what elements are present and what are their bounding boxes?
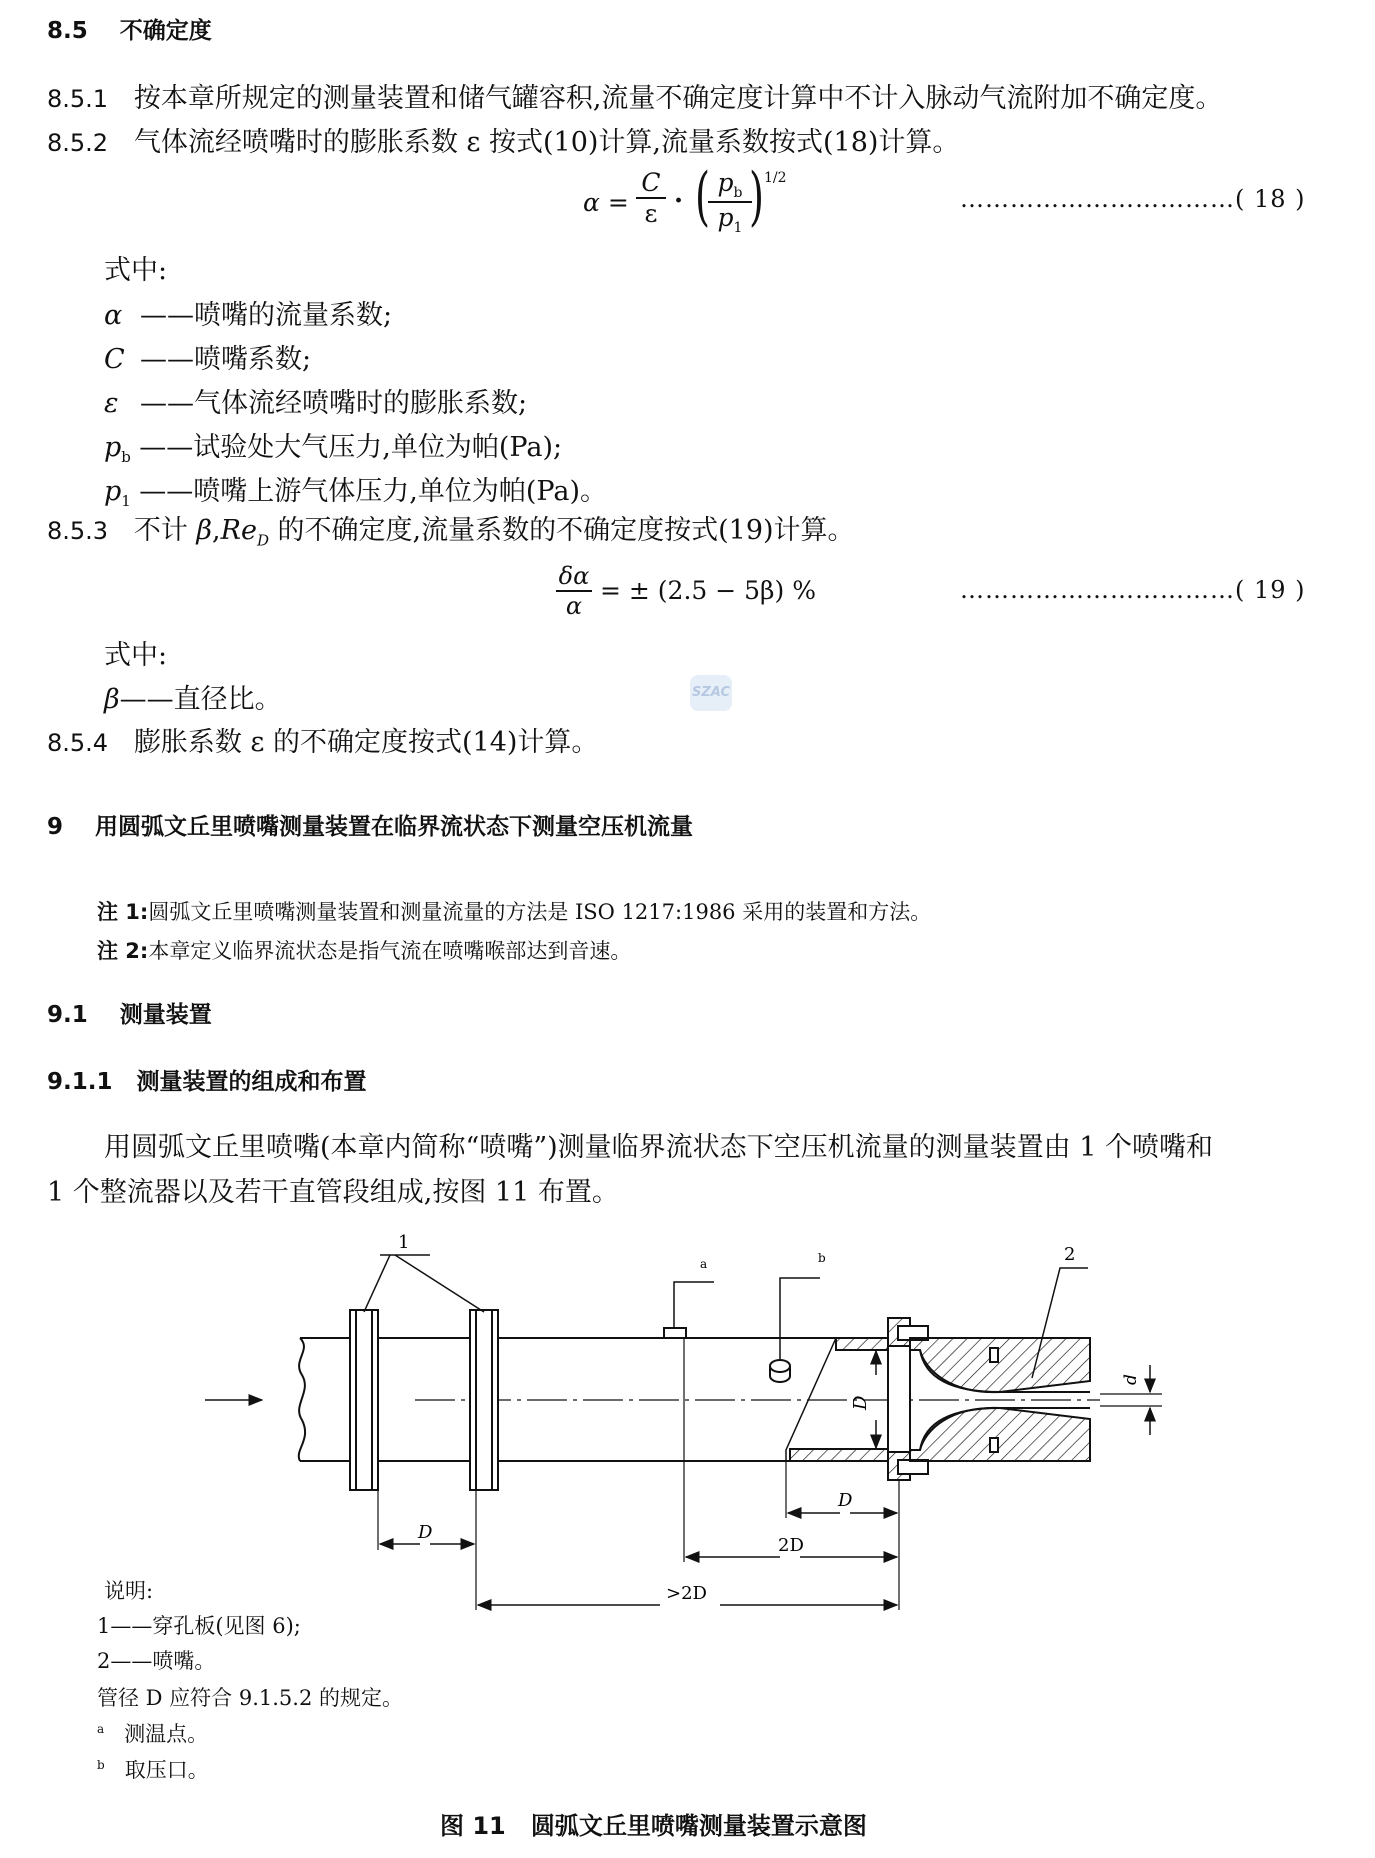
note-text: 本章定义临界流状态是指气流在喷嘴喉部达到音速。 xyxy=(148,939,632,963)
clause-number: 8.5.4 xyxy=(47,729,109,757)
eq-denominator: ε xyxy=(644,199,658,228)
clause-text-post: 的不确定度,流量系数的不确定度按式(19)计算。 xyxy=(268,515,855,546)
section-number: 9.1 xyxy=(47,1002,88,1028)
clause-text-pre: 不计 xyxy=(133,515,197,546)
clause-text: 膨胀系数 ε 的不确定度按式(14)计算。 xyxy=(133,727,599,758)
label-2: 2 xyxy=(1064,1244,1076,1265)
label-1-leader xyxy=(364,1255,484,1312)
symbol-desc: ——喷嘴系数; xyxy=(140,344,312,375)
dim-D-vertical-label: D xyxy=(850,1395,871,1410)
figure-caption: 图 11 圆弧文丘里喷嘴测量装置示意图 xyxy=(440,1812,867,1840)
label-a-leader xyxy=(674,1282,714,1328)
note-mark: b xyxy=(97,1758,105,1772)
symbol-desc: ——气体流经喷嘴时的膨胀系数; xyxy=(140,388,528,419)
dim-D-nozzle-label: D xyxy=(838,1490,853,1511)
eq-dot: · xyxy=(674,186,684,216)
eq-lhs: α = xyxy=(583,188,629,217)
pressure-tap xyxy=(770,1360,790,1372)
temperature-point xyxy=(664,1328,686,1338)
paragraph-line-2: 1 个整流器以及若干直管段组成,按图 11 布置。 xyxy=(47,1177,619,1208)
clause-number: 8.5.1 xyxy=(47,85,109,113)
label-1: 1 xyxy=(398,1232,410,1253)
reynolds-symbol: Re xyxy=(220,515,257,546)
pipe-wall-top xyxy=(836,1338,888,1350)
equation-number: ……………………………( 18 ) xyxy=(960,185,1306,213)
symbol-desc: ——喷嘴上游气体压力,单位为帕(Pa)。 xyxy=(139,476,607,507)
perforated-plate-2 xyxy=(470,1310,498,1490)
clause-text: 气体流经喷嘴时的膨胀系数 ε 按式(10)计算,流量系数按式(18)计算。 xyxy=(133,127,960,158)
legend-item-3: 管径 D 应符合 9.1.5.2 的规定。 xyxy=(97,1686,404,1710)
eq19-denominator: α xyxy=(565,592,583,620)
dim-D-plates-label: D xyxy=(418,1522,433,1543)
legend-title: 说明: xyxy=(104,1579,154,1603)
section-title: 不确定度 xyxy=(119,18,212,44)
symbol: p xyxy=(104,432,122,463)
where-label: 式中: xyxy=(104,255,168,286)
eq19-numerator: δα xyxy=(558,562,590,590)
symbol-desc: ——直径比。 xyxy=(119,684,282,715)
dim-d-label: d xyxy=(1121,1374,1141,1385)
section-number: 9.1.1 xyxy=(47,1069,113,1095)
reynolds-subscript: D xyxy=(256,531,269,550)
watermark-logo: SZAC xyxy=(690,675,732,711)
symbol-desc: ——喷嘴的流量系数; xyxy=(140,300,393,331)
eq-pb-symbol: p xyxy=(717,168,734,197)
symbol: ε xyxy=(104,388,119,419)
note-text: 圆弧文丘里喷嘴测量装置和测量流量的方法是 ISO 1217:1986 采用的装置和方法。 xyxy=(148,900,932,924)
equation-number: ……………………………( 19 ) xyxy=(960,576,1306,604)
symbol: β xyxy=(104,684,120,715)
symbol-subscript: b xyxy=(121,448,131,467)
section-title: 用圆弧文丘里喷嘴测量装置在临界流状态下测量空压机流量 xyxy=(95,814,694,840)
clause-number: 8.5.2 xyxy=(47,129,109,157)
eq19-rhs: = ± (2.5 − 5β) % xyxy=(600,576,816,605)
note-label: 注 2: xyxy=(97,939,149,963)
section-number: 8.5 xyxy=(47,18,88,44)
dimension-extension-lines xyxy=(378,1338,899,1610)
eq-right-paren: ) xyxy=(748,160,764,234)
symbol: C xyxy=(104,344,125,375)
legend-item-1: 1——穿孔板(见图 6); xyxy=(97,1614,301,1638)
note-text: 取压口。 xyxy=(124,1758,209,1782)
eq-p1-symbol: p xyxy=(717,203,734,232)
symbol: α xyxy=(104,300,123,331)
legend-item-2: 2——喷嘴。 xyxy=(97,1649,216,1673)
label-b: b xyxy=(818,1251,826,1265)
dim-2D-label: 2D xyxy=(778,1535,804,1556)
perforated-plate-1 xyxy=(350,1310,378,1490)
label-a: a xyxy=(700,1257,708,1271)
legend-note-a xyxy=(97,1718,208,1748)
note-text: 测温点。 xyxy=(124,1722,209,1746)
section-title: 测量装置的组成和布置 xyxy=(136,1069,367,1095)
beta-symbol: β xyxy=(196,515,213,546)
eq-left-paren: ( xyxy=(694,160,710,234)
eq-numerator: C xyxy=(641,168,661,197)
eq-exponent: 1/2 xyxy=(764,170,787,186)
paragraph-line-1: 用圆弧文丘里喷嘴(本章内简称“喷嘴”)测量临界流状态下空压机流量的测量装置由 1 个喷嘴和 xyxy=(104,1132,1214,1163)
eq-p1-subscript: 1 xyxy=(733,220,743,236)
dim-gt-2D-label: >2D xyxy=(666,1583,707,1604)
pipe-wall-bottom xyxy=(790,1449,888,1461)
note-mark: a xyxy=(97,1722,105,1736)
comma: , xyxy=(212,515,221,546)
eq-pb-subscript: b xyxy=(733,185,743,201)
symbol: p xyxy=(104,476,122,507)
section-title: 测量装置 xyxy=(119,1002,212,1028)
symbol-desc: ——试验处大气压力,单位为帕(Pa); xyxy=(139,432,563,463)
legend-note-b xyxy=(97,1754,209,1784)
note-label: 注 1: xyxy=(97,900,149,924)
section-number: 9 xyxy=(47,814,64,840)
where-label: 式中: xyxy=(104,640,168,671)
label-b-leader xyxy=(780,1278,820,1360)
clause-text: 按本章所规定的测量装置和储气罐容积,流量不确定度计算中不计入脉动气流附加不确定度。 xyxy=(133,83,1223,114)
clause-number: 8.5.3 xyxy=(47,517,109,545)
symbol-subscript: 1 xyxy=(121,492,131,511)
